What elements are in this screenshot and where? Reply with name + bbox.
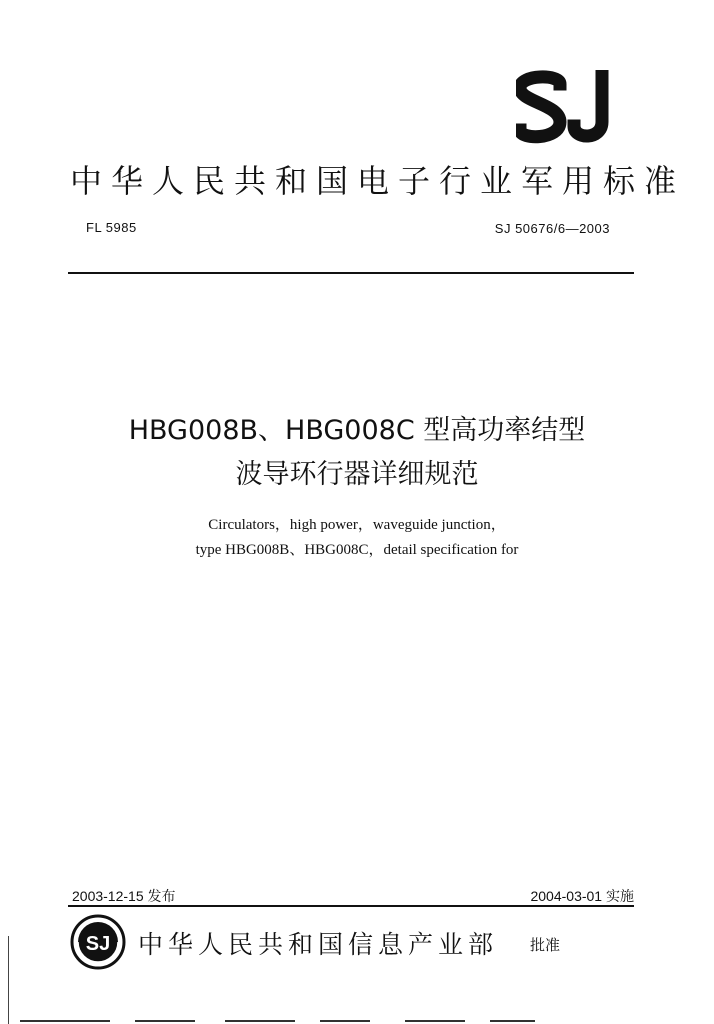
svg-text:SJ: SJ — [85, 933, 111, 955]
implementation-date: 2004-03-01 实施 — [530, 888, 634, 904]
issue-date: 2003-12-15 发布 — [72, 888, 176, 904]
standard-number: SJ 50676/6—2003 — [494, 221, 610, 236]
ministry-seal-icon — [70, 914, 126, 970]
classification-code: FL 5985 — [86, 220, 137, 235]
footer-divider — [68, 905, 634, 907]
english-title-line-1: Circulators，high power，waveguide junction， — [208, 517, 506, 533]
chinese-title-line-2: 波导环行器详细规范 — [235, 459, 479, 490]
header-divider — [68, 272, 634, 274]
chinese-title-line-1: HBG008B、HBG008C 型高功率结型 — [128, 415, 586, 446]
ministry-name: 中华人民共和国信息产业部 — [138, 930, 499, 959]
english-title-line-2: type HBG008B、HBG008C，detail specification for — [195, 542, 519, 558]
scan-edge-line — [8, 936, 9, 1024]
scan-bottom-marks — [20, 1018, 710, 1024]
sj-logo — [516, 70, 626, 146]
standard-title: 中华人民共和国电子行业军用标准 — [70, 162, 686, 200]
approval-label: 批准 — [530, 936, 561, 954]
